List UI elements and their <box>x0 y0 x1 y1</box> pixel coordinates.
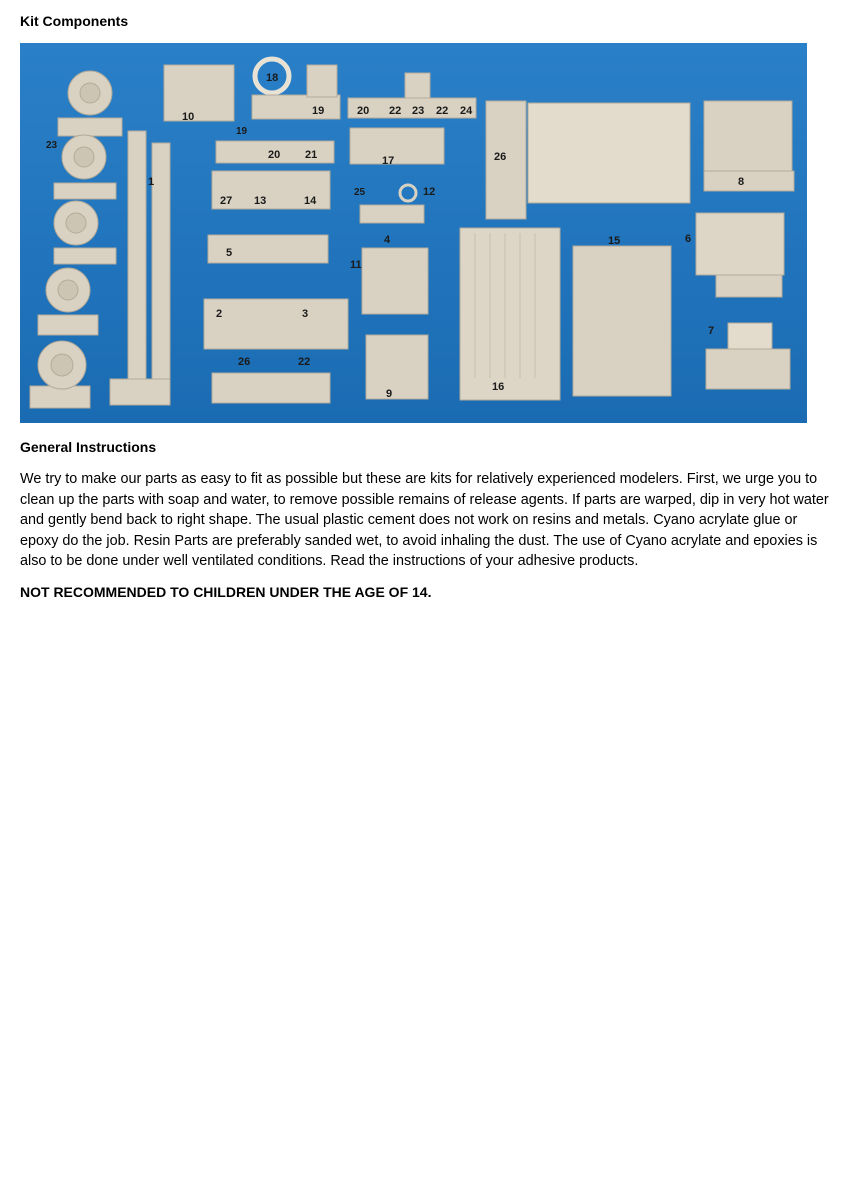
label-22b: 22 <box>436 105 449 117</box>
general-instructions-heading: General Instructions <box>20 439 157 455</box>
instructions-paragraph: We try to make our parts as easy to fit as possible but these are kits for relatively experienced modelers. First, we urge you to clean up the parts with soap and water, to remove possible remains of release agents. If parts are warped, dip in very hot water and gently bend back to right shape. The usual plastic cement does not work on resins and metals. Cyano acrylate glue or epoxy do the job. Resin Parts are preferably sanded wet, to avoid inhaling the dust. The use of Cyano acrylate and epoxies is also to be done under well ventilated conditions. Read the instructions of your adhesive products. <box>20 471 829 569</box>
kit-components-photo <box>20 43 807 423</box>
label-2: 2 <box>216 308 223 320</box>
label-7: 7 <box>708 325 715 337</box>
label-3: 3 <box>302 308 309 320</box>
label-11: 11 <box>350 259 362 271</box>
label-8: 8 <box>738 176 745 188</box>
label-26a: 26 <box>494 151 507 163</box>
label-20b: 20 <box>268 149 281 161</box>
label-21: 21 <box>305 149 318 161</box>
kit-components-heading: Kit Components <box>20 13 129 29</box>
label-22c: 22 <box>298 356 311 368</box>
label-18: 18 <box>266 72 279 84</box>
label-13: 13 <box>254 195 267 207</box>
kit-parts-illustration <box>20 43 807 423</box>
label-16: 16 <box>492 381 505 393</box>
label-14: 14 <box>304 195 317 207</box>
age-warning: NOT RECOMMENDED TO CHILDREN UNDER THE AGE OF 14. <box>20 584 432 600</box>
label-23a: 23 <box>412 105 425 117</box>
label-6: 6 <box>685 233 692 245</box>
label-24: 24 <box>460 105 473 117</box>
label-25: 25 <box>354 187 366 198</box>
label-19b: 19 <box>236 126 248 137</box>
label-15: 15 <box>608 235 621 247</box>
label-4: 4 <box>384 234 391 246</box>
label-26b: 26 <box>238 356 251 368</box>
label-27: 27 <box>220 195 233 207</box>
label-1: 1 <box>148 176 155 188</box>
label-22a: 22 <box>389 105 402 117</box>
label-12: 12 <box>423 186 436 198</box>
label-23b: 23 <box>46 140 58 151</box>
label-10: 10 <box>182 111 195 123</box>
label-20a: 20 <box>357 105 370 117</box>
label-5: 5 <box>226 247 233 259</box>
label-9: 9 <box>386 388 393 400</box>
label-19a: 19 <box>312 105 325 117</box>
label-17: 17 <box>382 155 395 167</box>
